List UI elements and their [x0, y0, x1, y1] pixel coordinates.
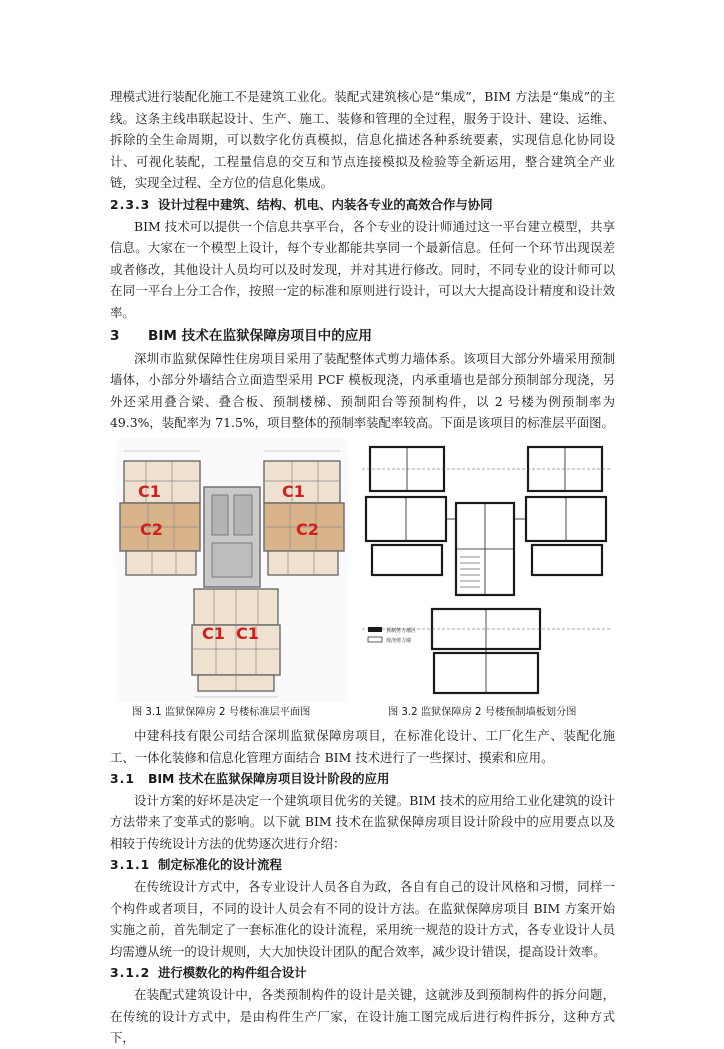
- heading-number: 3.1.1: [110, 857, 151, 873]
- figure-caption-3-2: 图 3.2 监狱保障房 2 号楼预制墙板划分图: [388, 706, 577, 718]
- unit-label: C1: [202, 623, 225, 643]
- unit-label: C1: [138, 481, 161, 501]
- figure-floor-plan: [116, 439, 348, 703]
- paragraph-company: 中建科技有限公司结合深圳监狱保障房项目，在标准化设计、工厂化生产、装配化施工、一体化装修和信息化管理方面结合 BIM 技术进行了一些探讨、摸索和应用。: [110, 727, 615, 765]
- heading-number: 3: [110, 327, 121, 344]
- document-page: [110, 86, 615, 1049]
- heading-text: 设计过程中建筑、结构、机电、内装各专业的高效合作与协同: [158, 196, 493, 212]
- heading-text: BIM 技术在监狱保障房项目设计阶段的应用: [148, 771, 390, 787]
- figure-captions: [110, 705, 615, 725]
- heading-3-1-1: [110, 854, 615, 876]
- unit-label: C1: [282, 481, 305, 501]
- heading-number: 2.3.3: [110, 196, 151, 212]
- floor-plan-svg: [116, 439, 348, 703]
- heading-3-1: [110, 768, 615, 790]
- paragraph-design-stage: 设计方案的好坏是决定一个建筑项目优劣的关键。BIM 技术的应用给工业化建筑的设计方法带来了变革式的影响。以下就 BIM 技术在监狱保障房项目设计阶段中的应用要点以及相较于传统设计方法的优势逐次进行介绍：: [110, 792, 615, 851]
- wall-division-svg: [362, 439, 612, 703]
- heading-text: 进行模数化的构件组合设计: [158, 965, 307, 981]
- unit-label: C2: [140, 519, 163, 539]
- heading-number: 3.1: [110, 771, 135, 787]
- heading-number: 3.1.2: [110, 965, 151, 981]
- plan-unit: [124, 461, 200, 503]
- paragraph-modular-design: 在装配式建筑设计中，各类预制构件的设计是关键，这就涉及到预制构件的拆分问题，在传统的设计方式中，是由构件生产厂家，在设计施工图完成后进行构件拆分，这种方式下，: [110, 987, 615, 1046]
- heading-text: BIM 技术在监狱保障房项目中的应用: [148, 327, 372, 344]
- heading-text: 制定标准化的设计流程: [158, 857, 282, 873]
- legend-swatch-precast: [368, 627, 382, 632]
- heading-3: [110, 325, 615, 348]
- figure-wall-division: [362, 439, 612, 703]
- paragraph-standard-process: 在传统设计方式中，各专业设计人员各自为政，各自有自己的设计风格和习惯，同样一个构件或者项目，不同的设计人员会有不同的设计方法。在监狱保障房项目 BIM 方案开始实施之前，首先制定了一套标准化的设计流程，采用统一规范的设计方式，各专业设计人员均需遵从统一的设计规则，大大加快设计团队的配合效率，减少设计错误，提高设计效率。: [110, 879, 615, 959]
- figure-caption-3-1: 图 3.1 监狱保障房 2 号楼标准层平面图: [132, 706, 311, 718]
- heading-2-3-3: [110, 194, 615, 216]
- paragraph-intro: 理模式进行装配化施工不是建筑工业化。装配式建筑核心是“集成”，BIM 方法是“集成”的主线。这条主线串联起设计、生产、施工、装修和管理的全过程，服务于设计、建设、运维、拆除的全生命周期，可以数字化仿真模拟，信息化描述各种系统要素，实现信息化协同设计、可视化装配，工程量信息的交互和节点连接模拟及检验等全新运用，整合建筑全产业链，实现全过程、全方位的信息化集成。: [110, 89, 615, 191]
- legend-label: 现浇剪力墙: [386, 637, 412, 644]
- paragraph-project: 深圳市监狱保障性住房项目采用了装配整体式剪力墙体系。该项目大部分外墙采用预制墙体，小部分外墙结合立面造型采用 PCF 模板现浇，内承重墙也是部分预制部分现浇，另外还采用叠合梁、叠合板、预制楼梯、预制阳台等预制构件，以 2 号楼为例预制率为 49.3%，装配率为 71.5%，项目整体的预制率装配率较高。下面是该项目的标准层平面图。: [110, 350, 615, 431]
- unit-label: C1: [236, 623, 259, 643]
- unit-label: C2: [296, 519, 319, 539]
- heading-3-1-2: [110, 962, 615, 984]
- paragraph-collaboration: BIM 技术可以提供一个信息共享平台，各个专业的设计师通过这一平台建立模型，共享信息。大家在一个模型上设计，每个专业都能共享同一个最新信息。任何一个环节出现误差或者修改，其他设计人员均可以及时发现，并对其进行修改。同时，不同专业的设计师可以在同一平台上分工合作，按照一定的标准和原则进行设计，可以大大提高设计精度和设计效率。: [110, 218, 615, 320]
- figure-row: [110, 439, 615, 705]
- legend-label: 预制剪力墙区: [386, 627, 417, 634]
